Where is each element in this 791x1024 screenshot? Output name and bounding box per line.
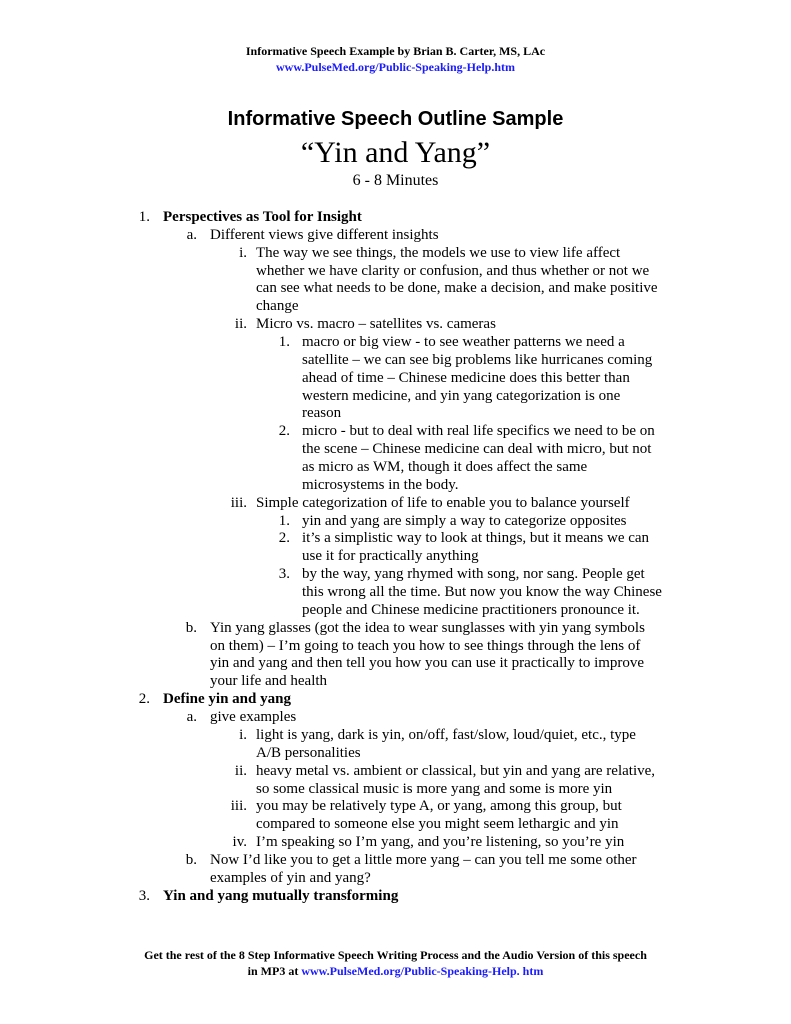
outline-line	[0, 548, 791, 566]
outline-text: ahead of time – Chinese medicine does this better than	[302, 369, 630, 386]
outline-text: heavy metal vs. ambient or classical, but yin and yang are relative,	[256, 762, 656, 779]
outline-text: whether we have clarity or confusion, and thus whether or not we	[256, 262, 650, 279]
outline-line	[0, 655, 791, 673]
outline-text: so some classical music is more yang and some is more yin	[256, 780, 613, 797]
outline-line	[0, 298, 791, 316]
header-author-line: Informative Speech Example by Brian B. Carter, MS, LAc	[245, 44, 546, 58]
outline-line	[0, 530, 791, 548]
outline-line	[0, 263, 791, 281]
outline-text: this wrong all the time. But now you know the way Chinese	[302, 584, 662, 601]
outline-marker: ii.	[234, 762, 247, 779]
outline-line	[0, 816, 791, 834]
outline-marker: iii.	[230, 494, 247, 511]
speech-outline	[0, 209, 791, 906]
outline-marker: i.	[239, 244, 247, 261]
outline-marker: a.	[186, 709, 197, 726]
outline-line	[0, 227, 791, 245]
outline-line	[0, 691, 791, 709]
outline-marker: a.	[186, 226, 197, 243]
outline-text: Yin and yang mutually transforming	[163, 887, 399, 904]
outline-marker: 2.	[138, 691, 150, 708]
outline-marker: 3.	[138, 887, 150, 904]
outline-marker: iv.	[232, 834, 247, 851]
outline-line	[0, 745, 791, 763]
footer-line-2	[0, 964, 791, 979]
header-link[interactable]: www.PulseMed.org/Public-Speaking-Help.htm	[275, 60, 515, 74]
outline-text: can see what needs to be done, make a decision, and make positive	[256, 280, 658, 297]
outline-text: give examples	[210, 709, 297, 726]
outline-text: macro or big view - to see weather patterns we need a	[302, 334, 625, 351]
outline-text: it’s a simplistic way to look at things, but it means we can	[302, 530, 650, 547]
outline-text: Perspectives as Tool for Insight	[163, 209, 362, 225]
outline-text: I’m speaking so I’m yang, and you’re listening, so you’re yin	[256, 834, 625, 851]
outline-text: people and Chinese medicine practitioners pronounce it.	[302, 601, 640, 618]
outline-line	[0, 602, 791, 620]
outline-line	[0, 370, 791, 388]
outline-marker: 1.	[278, 512, 290, 529]
outline-line	[0, 638, 791, 656]
outline-line	[0, 584, 791, 602]
outline-text: your life and health	[210, 673, 328, 690]
outline-marker: 1.	[278, 334, 290, 351]
outline-line	[0, 870, 791, 888]
outline-text: examples of yin and yang?	[210, 869, 371, 886]
outline-line	[0, 709, 791, 727]
outline-text: by the way, yang rhymed with song, nor sang. People get	[302, 566, 645, 583]
outline-line	[0, 781, 791, 799]
speech-duration: 6 - 8 Minutes	[352, 172, 439, 189]
outline-text: The way we see things, the models we use to view life affect	[256, 244, 621, 261]
outline-line	[0, 620, 791, 638]
outline-text: micro - but to deal with real life specifics we need to be on	[302, 423, 655, 440]
outline-text: on them) – I’m going to teach you how to see things through the lens of	[210, 637, 641, 654]
outline-text: light is yang, dark is yin, on/off, fast/slow, loud/quiet, etc., type	[256, 726, 636, 743]
outline-text: Simple categorization of life to enable you to balance yourself	[256, 494, 630, 511]
outline-text: the scene – Chinese medicine can deal with micro, but not	[302, 441, 652, 458]
outline-line	[0, 834, 791, 852]
outline-text: microsystems in the body.	[302, 476, 459, 493]
outline-marker: ii.	[234, 316, 247, 333]
outline-line	[0, 209, 791, 227]
outline-marker: 1.	[138, 209, 150, 225]
outline-marker: i.	[239, 726, 247, 743]
outline-line	[0, 459, 791, 477]
outline-text: as micro as WM, though it does affect the same	[302, 459, 588, 476]
outline-line	[0, 727, 791, 745]
outline-line	[0, 673, 791, 691]
outline-line	[0, 798, 791, 816]
footer-line: Get the rest of the 8 Step Informative Speech Writing Process and the Audio Version of this speech	[144, 948, 647, 962]
outline-marker: 3.	[278, 566, 290, 583]
outline-text: Micro vs. macro – satellites vs. cameras	[256, 316, 496, 333]
outline-line	[0, 441, 791, 459]
outline-marker: b.	[185, 851, 197, 868]
outline-line	[0, 352, 791, 370]
outline-text: Yin yang glasses (got the idea to wear sunglasses with yin yang symbols	[210, 619, 645, 636]
outline-text: western medicine, and yin yang categorization is one	[302, 387, 621, 404]
outline-line	[0, 388, 791, 406]
outline-marker: b.	[185, 619, 197, 636]
outline-text: reason	[302, 405, 342, 422]
outline-line	[0, 405, 791, 423]
outline-line	[0, 566, 791, 584]
outline-line	[0, 334, 791, 352]
outline-text: A/B personalities	[256, 744, 361, 761]
outline-line	[0, 852, 791, 870]
outline-line	[0, 245, 791, 263]
outline-text: yin and yang are simply a way to categorize opposites	[302, 512, 627, 529]
footer-link[interactable]: www.PulseMed.org/Public-Speaking-Help. htm	[301, 964, 544, 978]
outline-marker: 2.	[278, 530, 290, 547]
outline-text: Define yin and yang	[163, 691, 291, 708]
outline-text: Now I’d like you to get a little more yang – can you tell me some other	[210, 851, 637, 868]
page-title: Informative Speech Outline Sample	[227, 108, 564, 130]
outline-text: you may be relatively type A, or yang, among this group, but	[256, 798, 622, 815]
footer-prefix: in MP3 at	[247, 964, 302, 978]
speech-title: “Yin and Yang”	[300, 136, 491, 169]
outline-text: satellite – we can see big problems like hurricanes coming	[302, 351, 653, 368]
outline-marker: iii.	[230, 798, 247, 815]
outline-text: Different views give different insights	[210, 226, 439, 243]
outline-text: change	[256, 298, 299, 315]
outline-line	[0, 280, 791, 298]
outline-text: yin and yang and then tell you how you can use it practically to improve	[210, 655, 645, 672]
outline-line	[0, 477, 791, 495]
outline-line	[0, 763, 791, 781]
outline-line	[0, 513, 791, 531]
outline-text: compared to someone else you might seem lethargic and yin	[256, 816, 619, 833]
outline-line	[0, 495, 791, 513]
outline-line	[0, 316, 791, 334]
outline-marker: 2.	[278, 423, 290, 440]
outline-text: use it for practically anything	[302, 548, 479, 565]
outline-line	[0, 888, 791, 906]
outline-line	[0, 423, 791, 441]
